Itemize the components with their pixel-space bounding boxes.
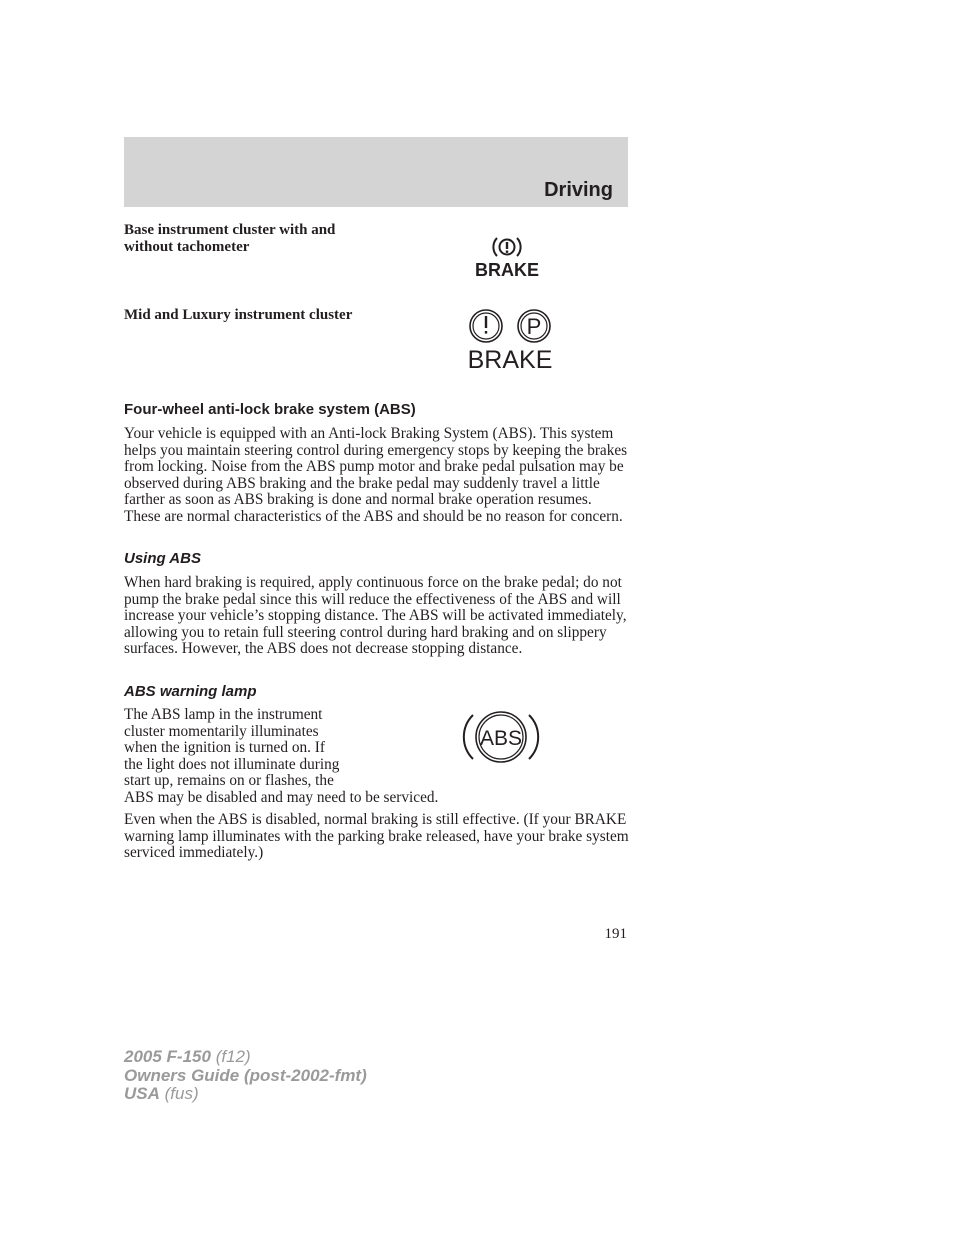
brake-park-warning-icon	[462, 306, 558, 374]
lamp-text-line: when the ignition is turned on. If	[124, 739, 325, 756]
lamp-text-line: ABS may be disabled and may need to be serviced.	[124, 788, 439, 806]
using-abs-heading: Using ABS	[124, 550, 201, 567]
brake-warning-icon	[472, 233, 542, 281]
document-footer	[124, 1048, 367, 1104]
brake-icon-label: BRAKE	[467, 346, 553, 374]
mid-luxury-cluster-label: Mid and Luxury instrument cluster	[124, 307, 353, 323]
lamp-text-line: start up, remains on or flashes, the	[124, 772, 334, 789]
abs-warning-lamp-note: Even when the ABS is disabled, normal braking is still effective. (If your BRAKE warning lamp illuminates with the parking brake released, have your brake system serviced immediately.)	[124, 811, 629, 861]
abs-section-body: Your vehicle is equipped with an Anti-lock Braking System (ABS). This system helps you maintain steering control during emergency stops by keeping the brakes from locking. Noise from the ABS pump motor and brake pedal pulsation may be observed during ABS braking and the brake pedal may suddenly travel a little farther as soon as ABS braking is done and normal brake operation resumes. These are normal characteristics of the ABS and should be no reason for concern.	[124, 425, 628, 525]
abs-warning-lamp-heading: ABS warning lamp	[124, 683, 257, 700]
footer-market-code: (fus)	[164, 1084, 199, 1103]
footer-model-code: (f12)	[215, 1047, 251, 1066]
page-number: 191	[604, 926, 627, 942]
section-header-band	[124, 137, 628, 207]
lamp-text-line: cluster momentarily illuminates	[124, 722, 319, 740]
footer-guide: Owners Guide (post-2002-fmt)	[124, 1065, 367, 1085]
lamp-text-line: The ABS lamp in the instrument	[124, 706, 323, 723]
base-cluster-label: Base instrument cluster with and without tachometer	[124, 222, 336, 255]
using-abs-body: When hard braking is required, apply continuous force on the brake pedal; do not pump the brake pedal since this will reduce the effectiveness of the ABS and will increase your vehicle’s stopping distance. The ABS will be activated immediately, allowing you to retain full steering control during hard braking and on slippery surfaces. However, the ABS does not decrease stopping distance.	[124, 574, 627, 657]
lamp-text-line: the light does not illuminate during	[124, 755, 340, 773]
brake-icon-label: BRAKE	[474, 260, 540, 280]
section-title: Driving	[544, 179, 613, 201]
abs-warning-icon	[462, 705, 540, 769]
svg-text:P: P	[526, 314, 542, 339]
abs-section-heading: Four-wheel anti-lock brake system (ABS)	[124, 401, 416, 418]
footer-model: 2005 F-150	[124, 1047, 211, 1066]
abs-icon-label: ABS	[479, 727, 523, 750]
footer-market: USA	[124, 1084, 160, 1103]
